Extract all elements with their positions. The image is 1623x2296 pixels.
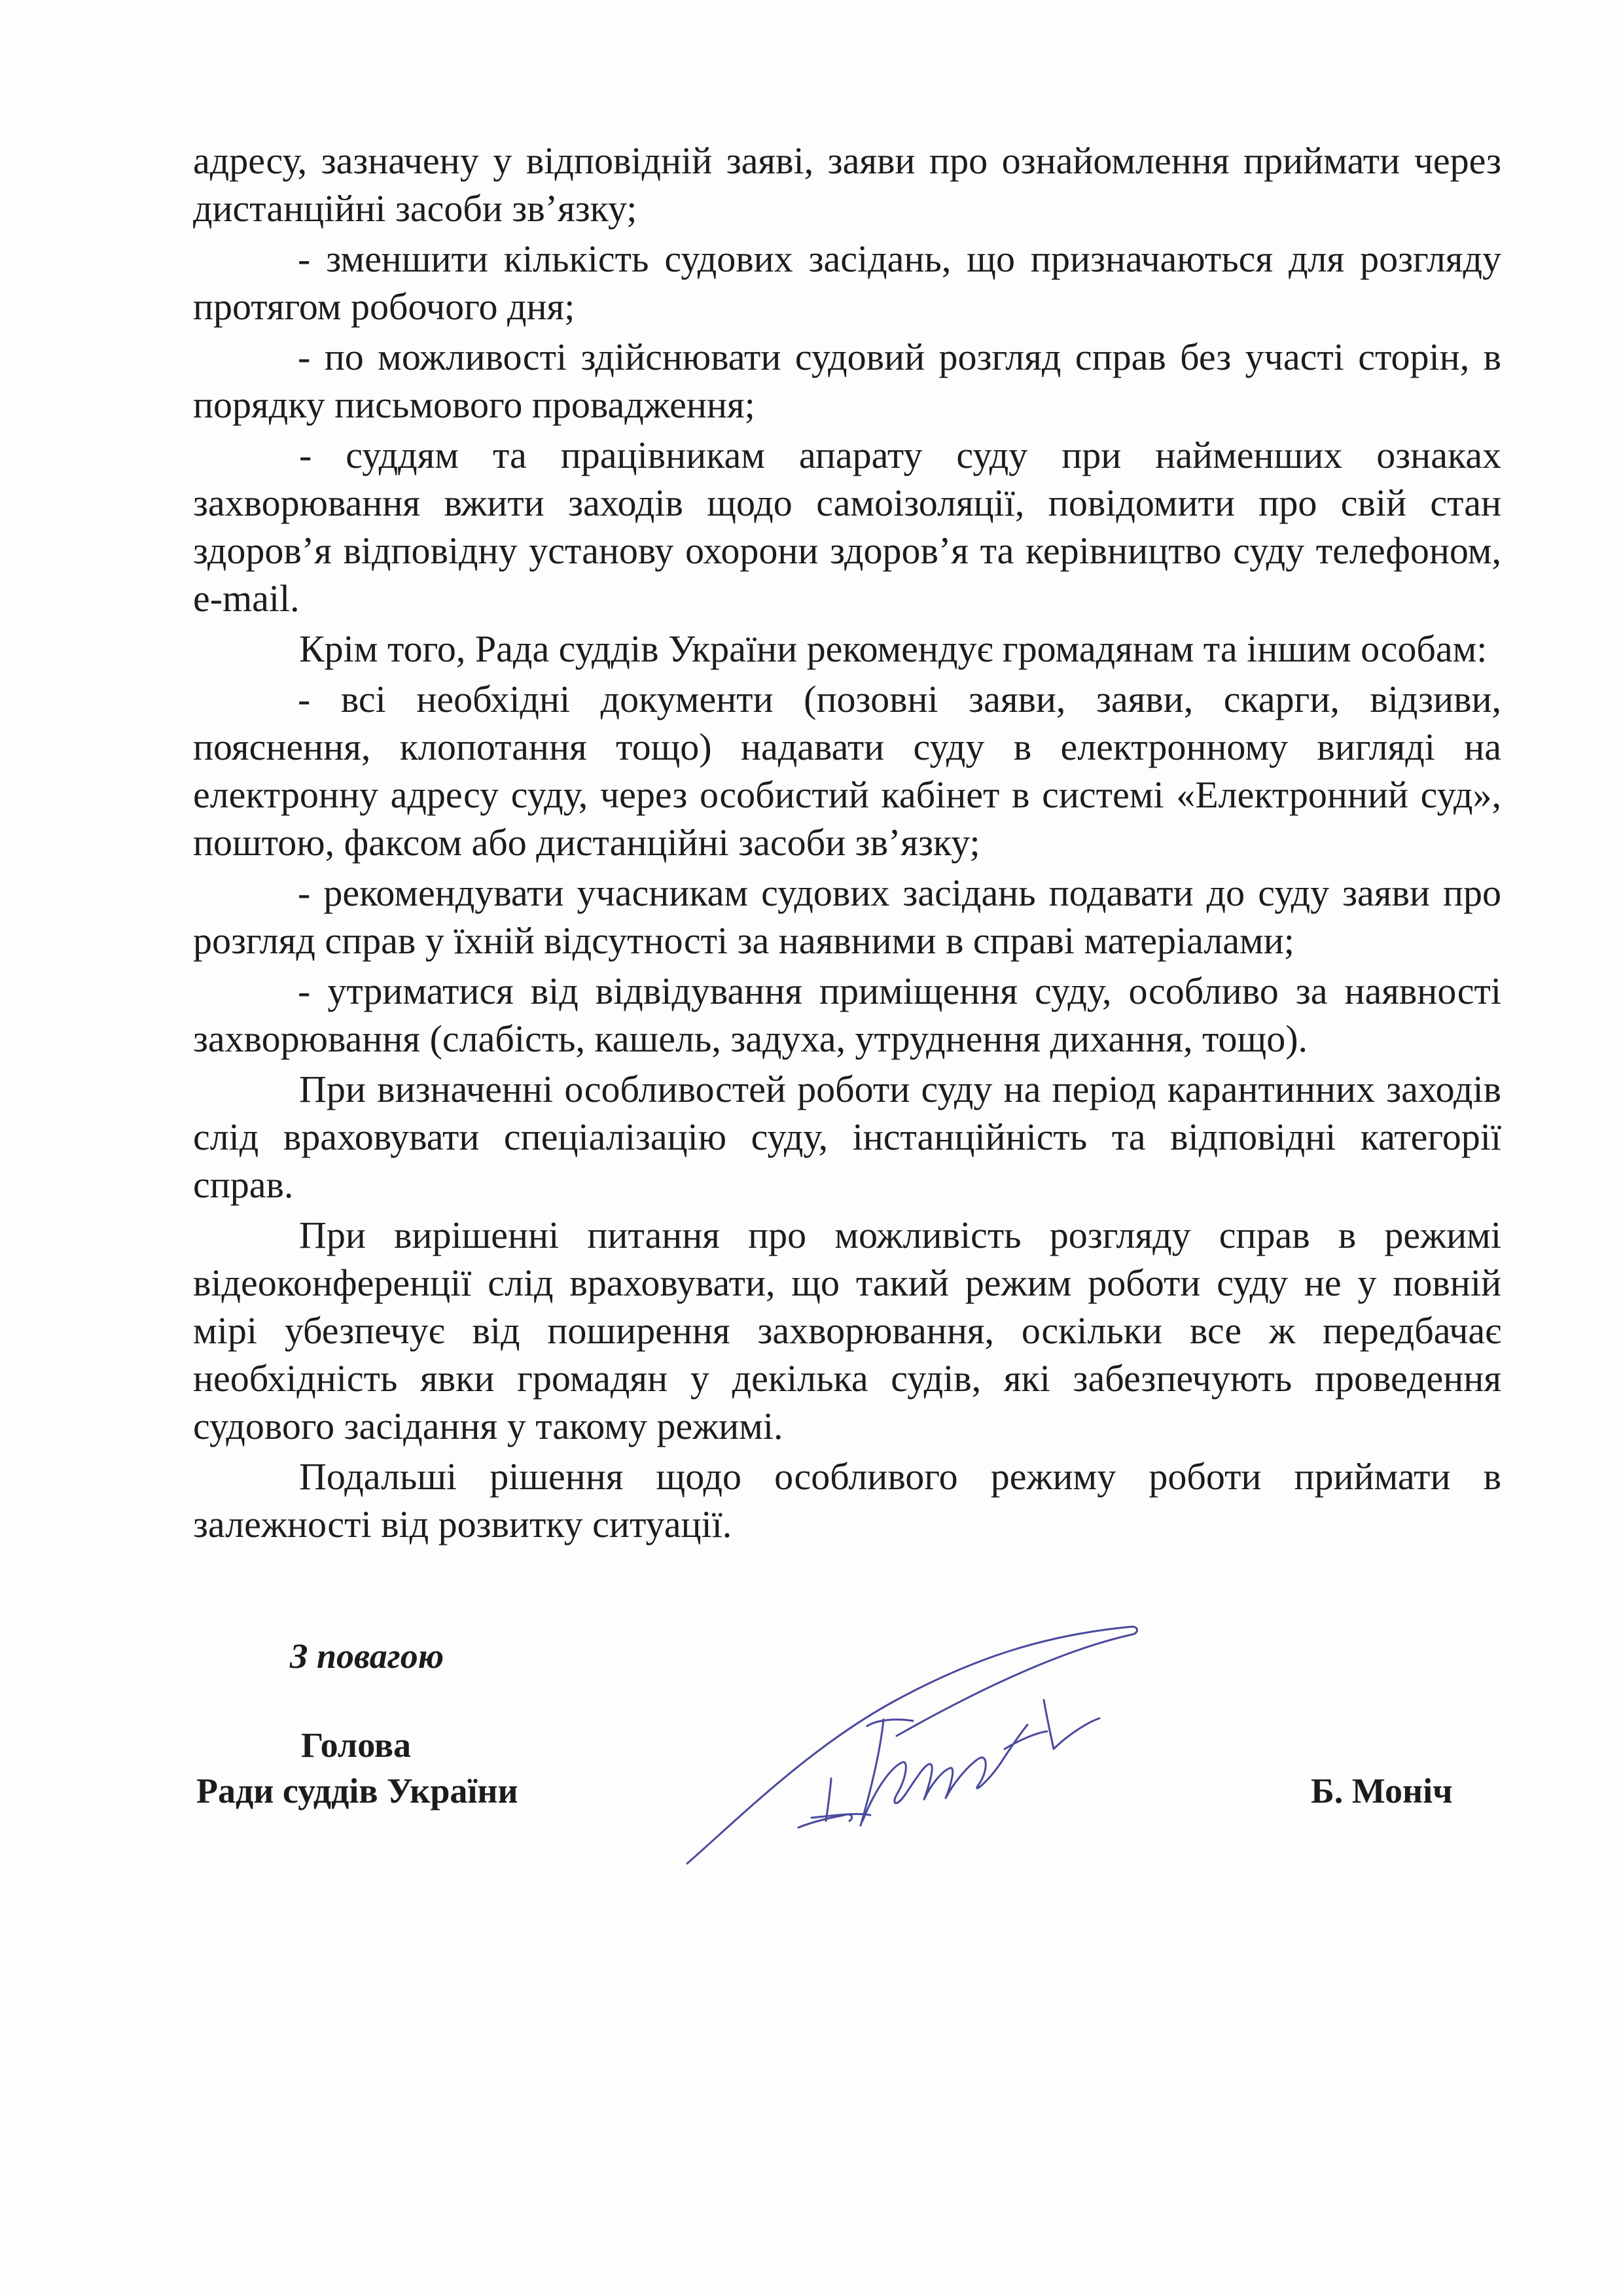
- bullet-paragraph: - всі необхідні документи (позовні заяви, заяви, скарги, відзиви, пояснення, клопотання тощо) надавати суду в електронному вигляді на електронну адресу суду, через особистий кабінет в системі «Електронний суд», поштою, факсом або дистанційні засоби зв’язку;: [193, 678, 1501, 864]
- paragraph: При визначенні особливостей роботи суду на період карантинних заходів слід враховувати спеціалізацію суду, інстанційність та відповідні категорії справ.: [193, 1068, 1501, 1206]
- paragraph: адресу, зазначену у відповідній заяві, заяви про ознайомлення приймати через дистанційні засоби зв’язку;: [193, 139, 1501, 230]
- bullet-paragraph: - по можливості здійснювати судовий розгляд справ без участі сторін, в порядку письмового провадження;: [193, 336, 1501, 426]
- bullet-paragraph: - суддям та працівникам апарату суду при найменших ознаках захворювання вжити заходів щодо самоізоляції, повідомити про свій стан здоров’я відповідну установу охорони здоров’я та керівництво суду телефоном, e-mail.: [193, 434, 1501, 620]
- bullet-paragraph: - зменшити кількість судових засідань, що призначаються для розгляду протягом робочого дня;: [193, 238, 1501, 328]
- letter-body: [193, 137, 1501, 1551]
- bullet-paragraph: - рекомендувати учасникам судових засідань подавати до суду заяви про розгляд справ у їхній відсутності за наявними в справі матеріалами;: [193, 872, 1501, 962]
- signatory-name: Б. Моніч: [1311, 1771, 1453, 1810]
- bullet-paragraph: - утриматися від відвідування приміщення суду, особливо за наявності захворювання (слабість, кашель, задуха, утруднення дихання, тощо).: [193, 970, 1501, 1060]
- paragraph: При вирішенні питання про можливість розгляду справ в режимі відеоконференції слід враховувати, що такий режим роботи суду не у повній мірі убезпечує від поширення захворювання, оскільки все ж передбачає необхідність явки громадян у декілька судів, які забезпечують проведення судового засідання у такому режимі.: [193, 1214, 1501, 1447]
- paragraph: Крім того, Рада суддів України рекомендує громадянам та іншим особам:: [299, 627, 1488, 670]
- paragraph: Подальші рішення щодо особливого режиму роботи приймати в залежності від розвитку ситуації.: [193, 1455, 1501, 1545]
- position-line-1: Голова: [301, 1725, 412, 1765]
- regards-line: З повагою: [290, 1636, 444, 1676]
- position-line-2: Ради суддів України: [196, 1771, 518, 1810]
- handwritten-signature: [681, 1621, 1139, 1877]
